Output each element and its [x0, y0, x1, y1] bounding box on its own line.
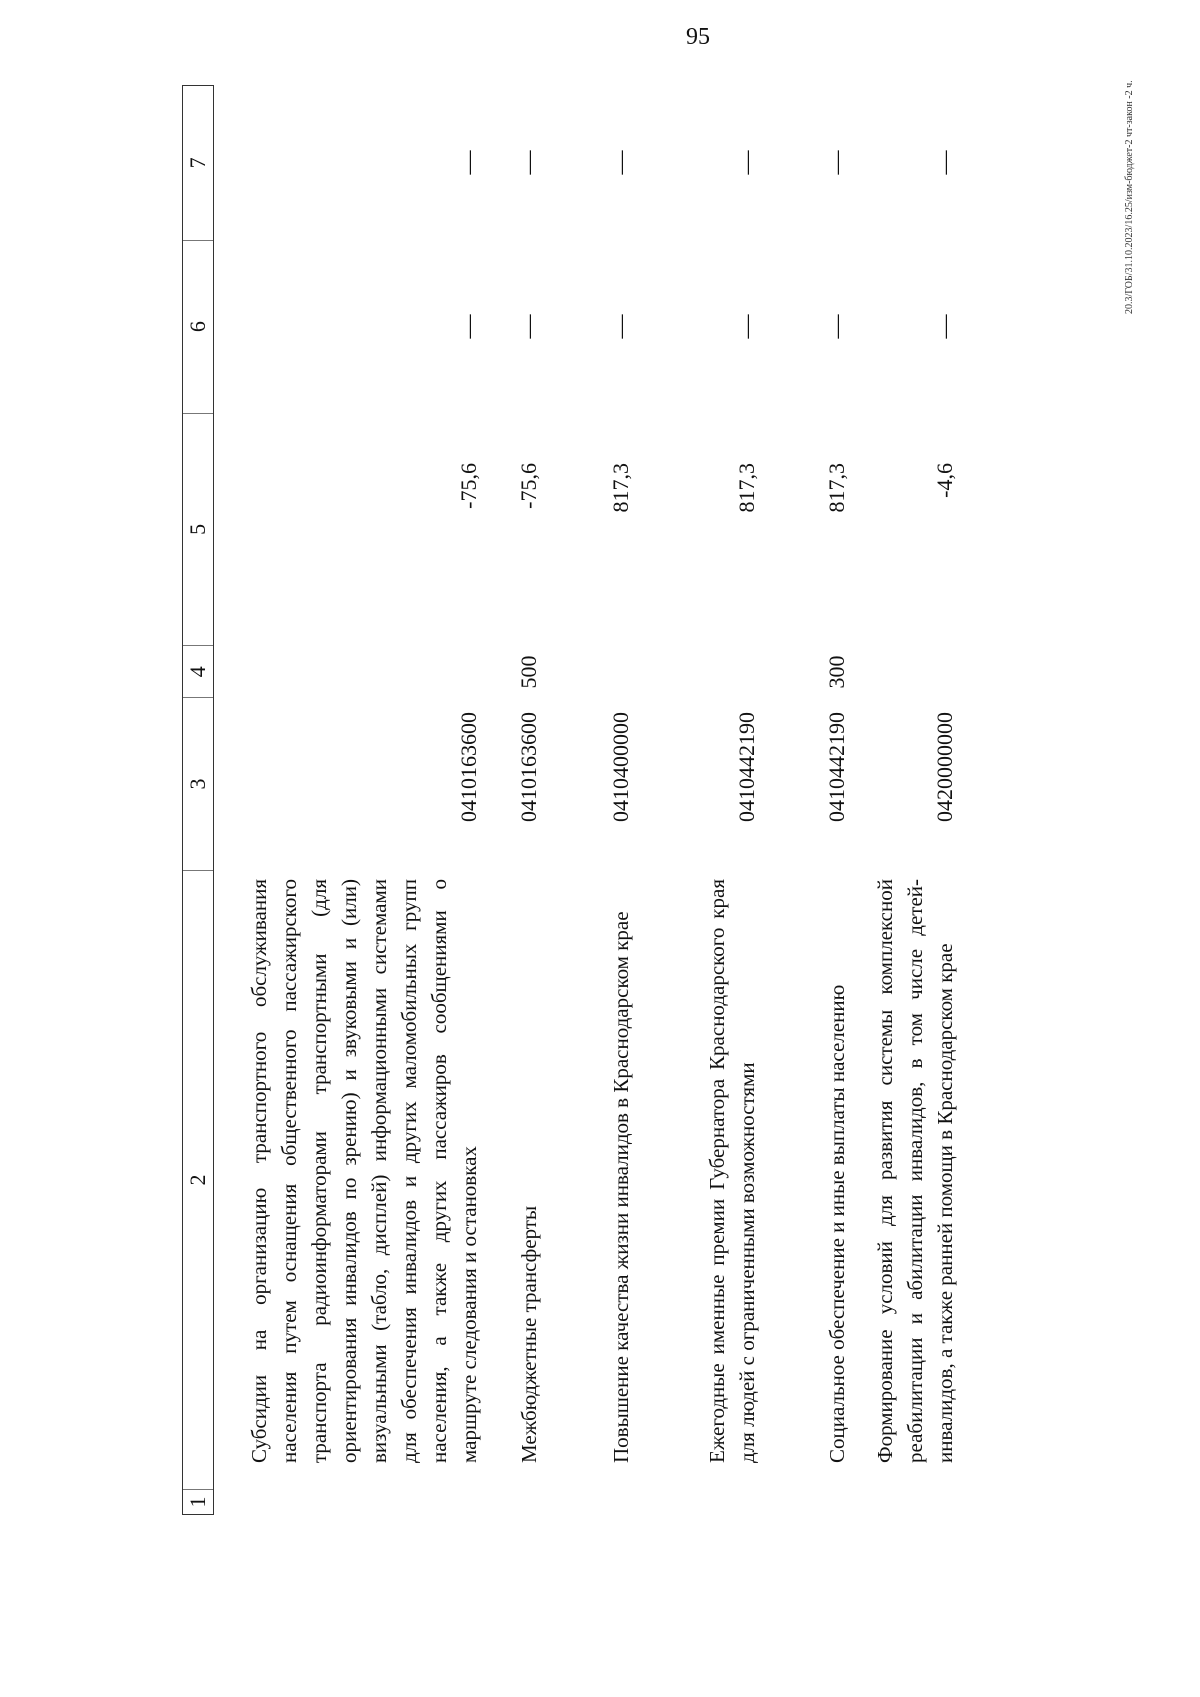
row-description: Повышение качества жизни инвалидов в Краснодарском крае — [609, 911, 633, 1463]
row-amount: -75,6 — [516, 463, 541, 509]
table-row — [484, 85, 544, 1515]
row-code: 0420000000 — [932, 712, 957, 822]
row-col6: — — [932, 314, 958, 339]
table-row — [544, 85, 636, 1515]
row-description: Формирование условий для развития системы комплексной реабилитации и абилитации инвалидов, в том числе детей-инвалидов, а также ранней помощи в Краснодарском крае — [873, 879, 957, 1463]
row-amount: -75,6 — [456, 463, 481, 509]
row-description: Социальное обеспечение и иные выплаты населению — [825, 984, 849, 1463]
header-col-7: 7 — [183, 86, 213, 241]
row-col7: — — [734, 150, 760, 175]
row-vr: 500 — [516, 655, 541, 689]
header-col-4: 4 — [183, 646, 213, 698]
table-header — [182, 85, 214, 1515]
page-number: 95 — [686, 24, 710, 50]
row-description: Межбюджетные трансферты — [517, 1205, 541, 1463]
table-row — [762, 85, 852, 1515]
row-vr — [870, 646, 930, 698]
row-amount: 817,3 — [824, 463, 849, 513]
row-code: 0410400000 — [608, 712, 633, 822]
row-code: 0410163600 — [516, 712, 541, 822]
row-col7: — — [932, 150, 958, 175]
row-amount: 817,3 — [608, 463, 633, 513]
header-col-3: 3 — [183, 698, 213, 871]
row-description: Субсидии на организацию транспортного обслуживания населения путем оснащения общественного пассажирского транспорта радиоинформаторами транспортными (для ориентирования инвалидов по зрению) и звуковыми и (или) визуальными (табло, дисплей) информационными системами для обеспечения инвалидов и других маломобильных групп населения, а также других пассажиров сообщениями о маршруте следования и остановках — [247, 879, 481, 1463]
row-col7: — — [456, 150, 482, 175]
table-row — [636, 85, 762, 1515]
row-col7: — — [608, 150, 634, 175]
row-amount: -4,6 — [932, 463, 957, 498]
row-col6: — — [608, 314, 634, 339]
row-amount: 817,3 — [734, 463, 759, 513]
row-vr: 300 — [824, 655, 849, 689]
table-row — [214, 85, 484, 1515]
row-code: 0410442190 — [824, 712, 849, 822]
header-col-5: 5 — [183, 414, 213, 647]
budget-table — [182, 85, 1062, 1515]
table-body — [214, 85, 1002, 1515]
header-col-2: 2 — [183, 871, 213, 1490]
row-col6: — — [456, 314, 482, 339]
header-col-1: 1 — [185, 1496, 210, 1508]
document-footer: 20.3/ГОБ/31.10.2023/16.25/изм-бюджет-2 чт-закон -2 ч. — [1124, 80, 1135, 314]
row-col7: — — [824, 150, 850, 175]
table-row — [852, 85, 1002, 1515]
row-col7: — — [516, 150, 542, 175]
row-code: 0410442190 — [734, 712, 759, 822]
row-col6: — — [824, 314, 850, 339]
row-col6: — — [734, 314, 760, 339]
row-col6: — — [516, 314, 542, 339]
header-col-6: 6 — [183, 241, 213, 414]
row-description: Ежегодные именные премии Губернатора Краснодарского края для людей с ограниченными возможностями — [705, 879, 759, 1463]
row-code: 0410163600 — [456, 712, 481, 822]
